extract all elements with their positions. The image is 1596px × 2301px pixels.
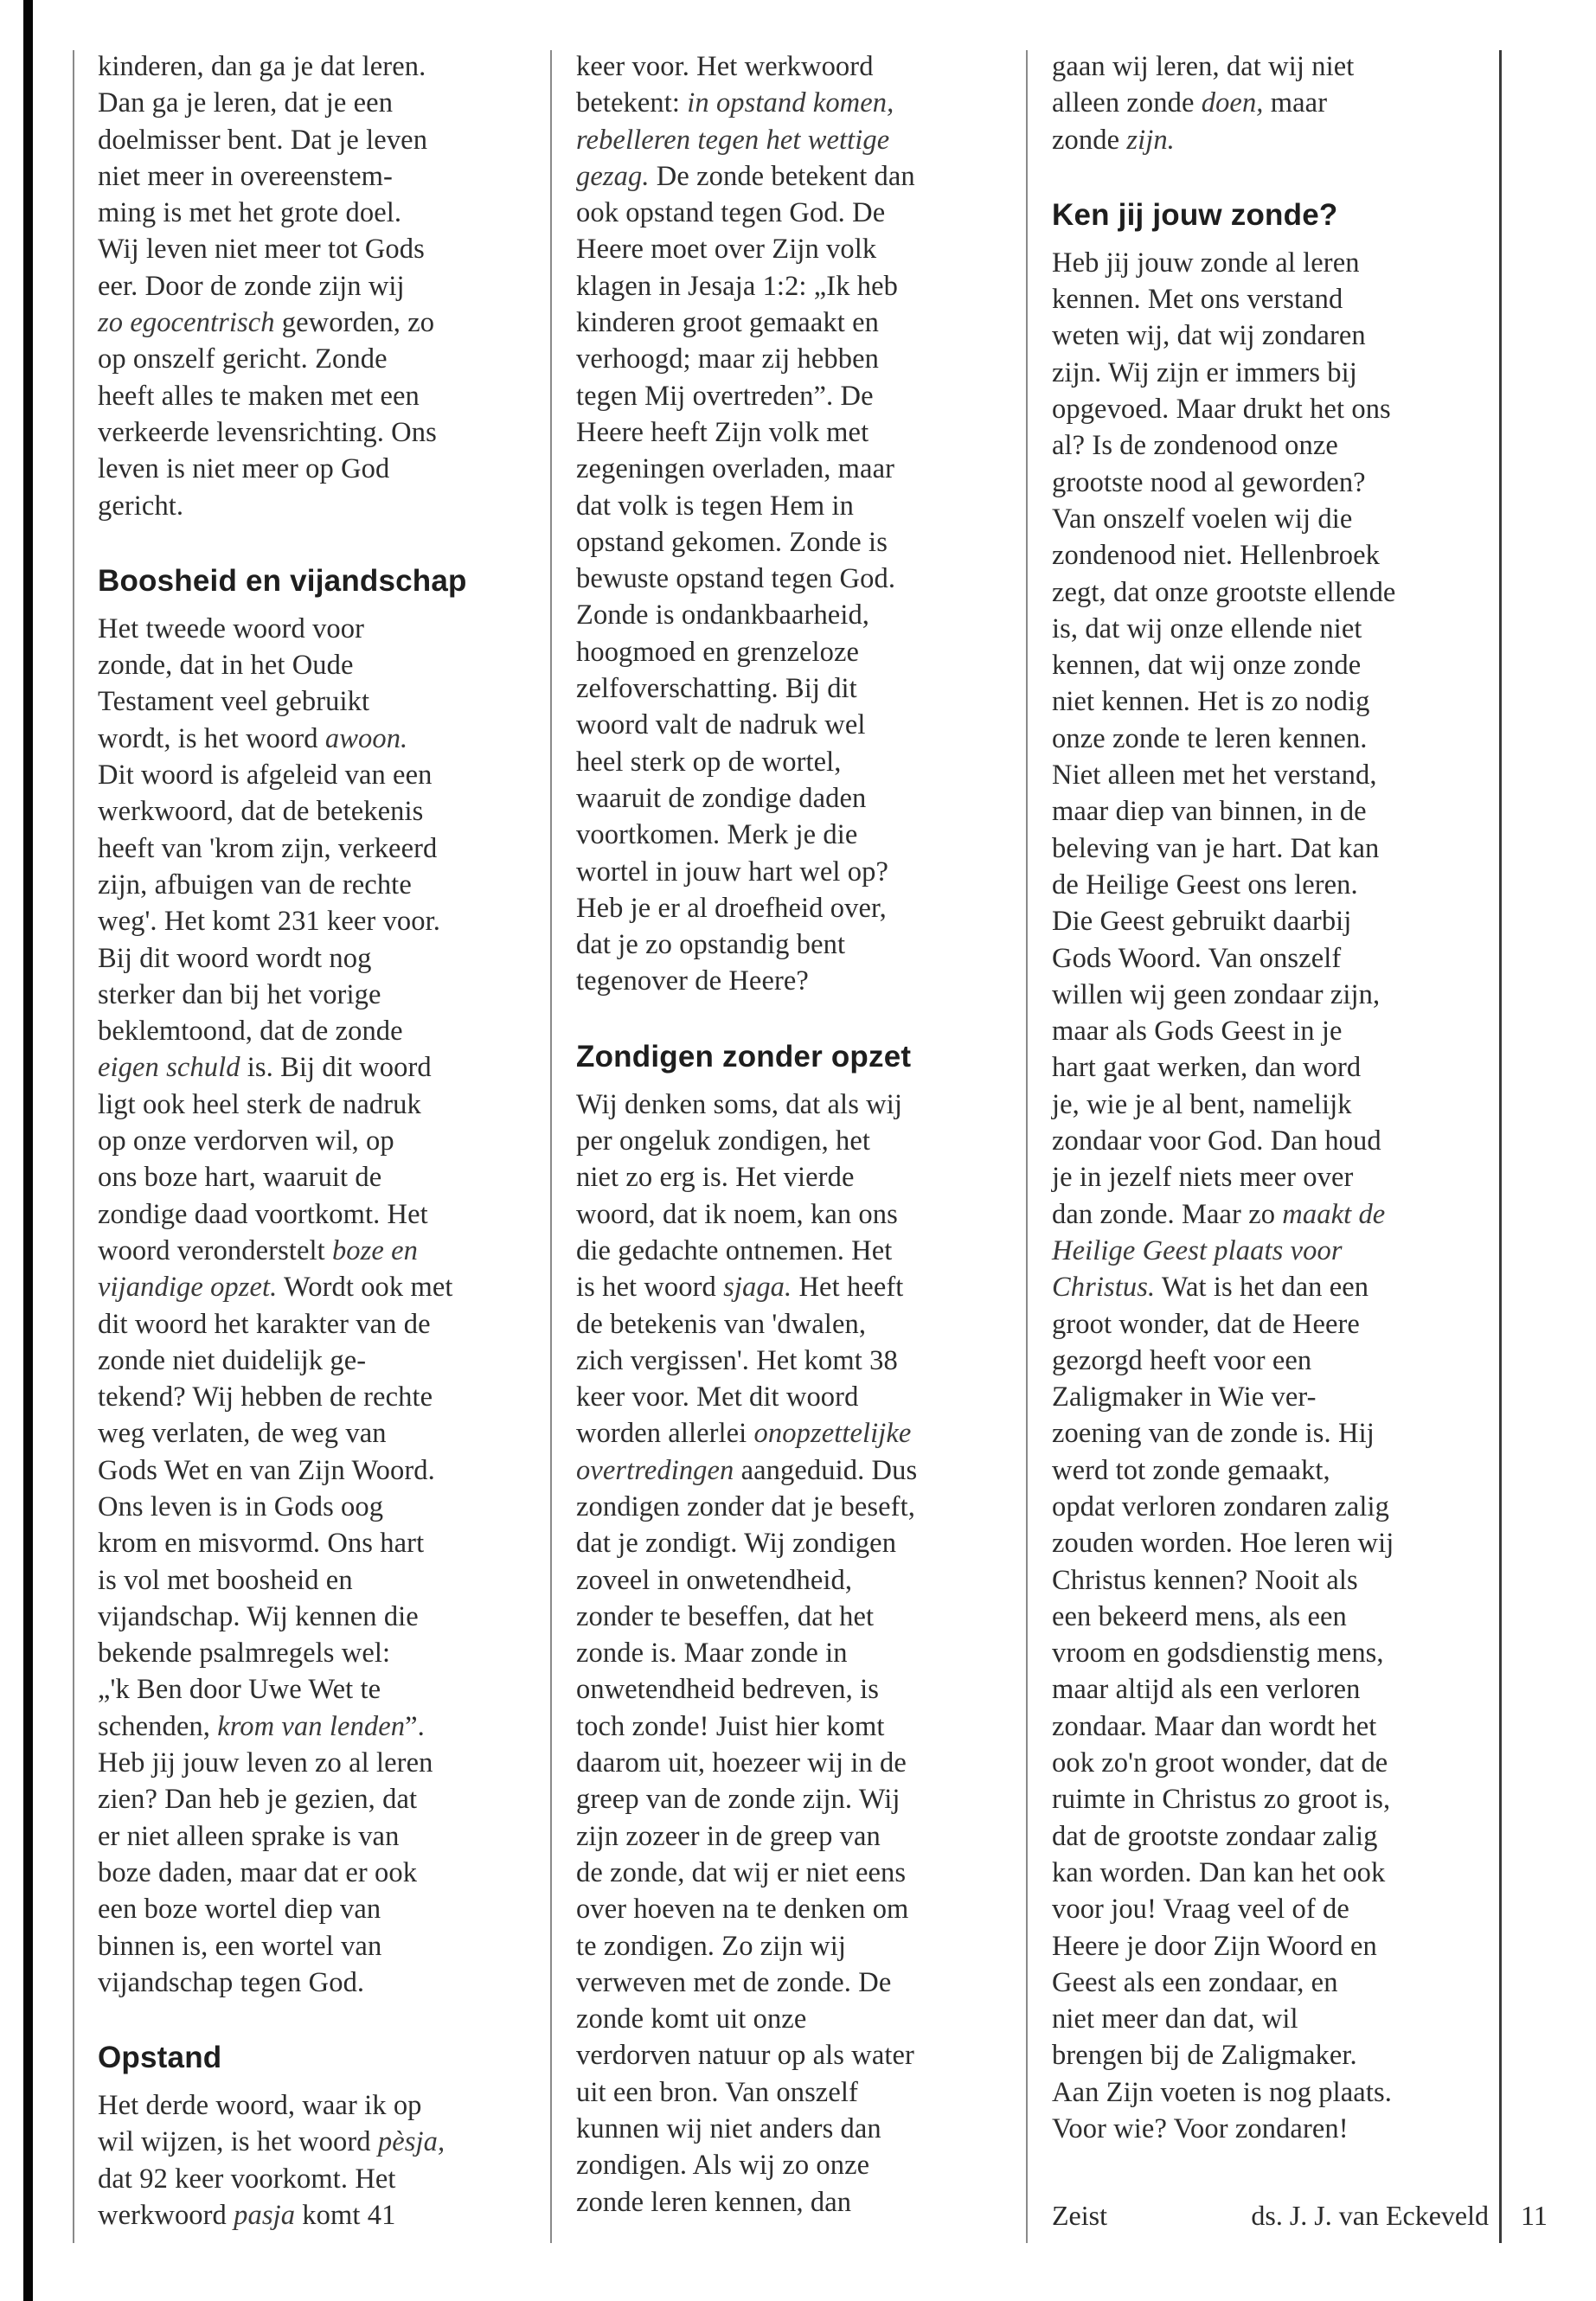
text-run: betekent: [576, 87, 688, 119]
text-line: Zaligmaker in Wie ver- [1052, 1381, 1317, 1413]
text-line: Heere moet over Zijn volk [576, 234, 877, 266]
text-line: al? Is de zondenood onze [1052, 430, 1338, 462]
text-line: keer voor. Met dit woord [576, 1381, 859, 1413]
text-run: zonde [1052, 124, 1127, 156]
italic-term: maakt de [1282, 1198, 1386, 1230]
text-line: Van onszelf voelen wij die [1052, 503, 1353, 535]
text-line: groot wonder, dat de Heere [1052, 1308, 1360, 1340]
text-line: per ongeluk zondigen, het [576, 1125, 871, 1157]
text-line: binnen is, een wortel van [98, 1930, 382, 1962]
text-line: kennen. Met ons verstand [1052, 284, 1343, 316]
text-line: weg verlaten, de weg van [98, 1418, 387, 1450]
text-run: woord veronderstelt [98, 1234, 332, 1266]
text-run: ”. [405, 1710, 425, 1742]
italic-term: vijandige opzet. [98, 1272, 278, 1304]
article-column-2 [576, 48, 1026, 2221]
body-paragraph [1052, 245, 1502, 2147]
text-line: dat 92 keer voorkomt. Het [98, 2163, 396, 2195]
text-line [1052, 85, 1502, 121]
text-line [98, 721, 548, 757]
text-line [576, 1452, 1026, 1489]
italic-term: awoon. [324, 722, 408, 754]
text-line: zijn, afbuigen van de rechte [98, 868, 412, 901]
text-line: over hoeven na te denken om [576, 1894, 909, 1926]
body-paragraph [1052, 48, 1502, 158]
text-line: dat je zo opstandig bent [576, 929, 846, 961]
italic-term: gezag. [576, 160, 650, 192]
text-line [576, 85, 1026, 121]
text-line: maar diep van binnen, in de [1052, 796, 1367, 828]
text-line: zijn. Wij zijn er immers bij [1052, 356, 1357, 388]
text-line: Wij denken soms, dat als wij [576, 1088, 902, 1120]
text-line: Testament veel gebruikt [98, 686, 370, 718]
text-line: zonde leren kennen, dan [576, 2186, 852, 2218]
text-line: zonde komt uit onze [576, 2003, 807, 2035]
text-line: bekende psalmregels wel: [98, 1638, 391, 1670]
text-line: zondigen zonder dat je beseft, [576, 1490, 915, 1522]
text-line: zonde niet duidelijk ge- [98, 1344, 367, 1376]
text-line: zonder te beseffen, dat het [576, 1600, 875, 1632]
text-line: zoveel in onwetendheid, [576, 1564, 853, 1596]
text-line: gezorgd heeft voor een [1052, 1344, 1312, 1376]
text-line: Heere heeft Zijn volk met [576, 416, 869, 448]
body-paragraph [98, 611, 548, 2001]
text-line: wortel in jouw hart wel op? [576, 856, 889, 888]
text-line [576, 1415, 1026, 1452]
text-line: keer voor. Het werkwoord [576, 51, 874, 82]
text-line: tegenover de Heere? [576, 965, 809, 997]
text-line: woord valt de nadruk wel [576, 709, 866, 741]
text-line [98, 1708, 548, 1745]
text-line: maar altijd als een verloren [1052, 1674, 1361, 1706]
text-line: zondaar. Maar dan wordt het [1052, 1710, 1377, 1742]
text-line: greep van de zonde zijn. Wij [576, 1784, 901, 1816]
text-line: leven is niet meer op God [98, 453, 390, 485]
text-line: Niet alleen met het verstand, [1052, 760, 1377, 792]
text-line: je, wie je al bent, namelijk [1052, 1088, 1352, 1120]
text-run: Wordt ook met [277, 1272, 453, 1304]
text-line: weg'. Het komt 231 keer voor. [98, 906, 440, 938]
italic-term: pasja [234, 2200, 296, 2232]
text-line: zelfoverschatting. Bij dit [576, 673, 857, 705]
text-line [576, 158, 1026, 195]
text-line: krom en misvormd. Ons hart [98, 1528, 425, 1560]
binding-edge-bar [23, 0, 33, 2301]
section-heading: Ken jij jouw zonde? [1052, 197, 1338, 232]
text-line [1052, 122, 1502, 158]
text-line: de betekenis van 'dwalen, [576, 1308, 867, 1340]
text-line: niet zo erg is. Het vierde [576, 1162, 855, 1194]
text-line: zich vergissen'. Het komt 38 [576, 1344, 898, 1376]
text-line: Geest als een zondaar, en [1052, 1966, 1338, 1998]
italic-term: onopzettelijke [753, 1418, 912, 1450]
text-line: Die Geest gebruikt daarbij [1052, 906, 1352, 938]
text-line: op onze verdorven wil, op [98, 1125, 394, 1157]
text-line: dit woord het karakter van de [98, 1308, 431, 1340]
text-run: komt 41 [295, 2200, 396, 2232]
text-line: gericht. [98, 490, 184, 522]
body-paragraph [576, 48, 1026, 1000]
text-line: kan worden. Dan kan het ook [1052, 1856, 1386, 1888]
text-line: boze daden, maar dat er ook [98, 1856, 418, 1888]
text-line: woord, dat ik noem, kan ons [576, 1198, 898, 1230]
italic-term: krom van lenden [217, 1710, 406, 1742]
text-line: weten wij, dat wij zondaren [1052, 320, 1366, 352]
text-line: Heb jij jouw leven zo al leren [98, 1747, 433, 1779]
text-line [1052, 1196, 1502, 1233]
section-heading: Zondigen zonder opzet [576, 1039, 912, 1074]
text-line: waaruit de zondige daden [576, 782, 867, 814]
text-line: er niet alleen sprake is van [98, 1820, 400, 1852]
column-rule-right [1026, 50, 1028, 2243]
article-signature [1052, 2197, 1489, 2234]
text-line: zondaar voor God. Dan houd [1052, 1125, 1381, 1157]
text-line [576, 1269, 1026, 1305]
text-line: sterker dan bij het vorige [98, 978, 381, 1010]
text-line: uit een bron. Van onszelf [576, 2076, 858, 2108]
text-line: ook opstand tegen God. De [576, 197, 886, 229]
text-line: niet meer in overeenstem- [98, 160, 393, 192]
italic-term: in opstand komen, [687, 87, 894, 119]
text-line: verkeerde levensrichting. Ons [98, 416, 437, 448]
text-line: zondige daad voortkomt. Het [98, 1198, 428, 1230]
text-line [1052, 1269, 1502, 1305]
text-run: maar [1263, 87, 1328, 119]
text-line: doelmisser bent. Dat je leven [98, 124, 428, 156]
text-line: vroom en godsdienstig mens, [1052, 1638, 1384, 1670]
text-line [98, 1049, 548, 1086]
text-line: Aan Zijn voeten is nog plaats. [1052, 2076, 1392, 2108]
text-run: wordt, is het woord [98, 722, 325, 754]
text-line: kunnen wij niet anders dan [576, 2113, 881, 2145]
text-line [576, 122, 1026, 158]
signature-author: ds. J. J. van Eckeveld [1251, 2200, 1489, 2231]
text-line: Bij dit woord wordt nog [98, 942, 372, 974]
section-heading: Boosheid en vijandschap [98, 563, 467, 598]
text-line: Het tweede woord voor [98, 612, 365, 644]
column-rule-middle [550, 50, 552, 2243]
text-line: Gods Woord. Van onszelf [1052, 942, 1342, 974]
text-line: dat je zondigt. Wij zondigen [576, 1528, 897, 1560]
text-line: vijandschap tegen God. [98, 1966, 365, 1998]
italic-term: Christus. [1052, 1272, 1156, 1304]
text-line: opstand gekomen. Zonde is [576, 526, 888, 558]
italic-term: doen, [1201, 87, 1264, 119]
text-run: is. Bij dit woord [240, 1052, 432, 1084]
text-line: willen wij geen zondaar zijn, [1052, 978, 1381, 1010]
text-line: brengen bij de Zaligmaker. [1052, 2040, 1357, 2072]
text-line: is vol met boosheid en [98, 1564, 353, 1596]
text-line: een bekeerd mens, als een [1052, 1600, 1347, 1632]
text-run: aangeduid. Dus [734, 1454, 918, 1486]
italic-term: rebelleren tegen het wettige [576, 124, 890, 156]
text-line: Dan ga je leren, dat je een [98, 87, 394, 119]
text-line: niet meer dan dat, wil [1052, 2003, 1298, 2035]
text-line: werkwoord, dat de betekenis [98, 796, 424, 828]
text-line: Christus kennen? Nooit als [1052, 1564, 1358, 1596]
text-line: te zondigen. Zo zijn wij [576, 1930, 846, 1962]
text-line [98, 2124, 548, 2160]
italic-term: zo egocentrisch [98, 307, 275, 339]
text-line: voortkomen. Merk je die [576, 819, 858, 851]
text-run: geworden, zo [274, 307, 435, 339]
text-run: worden allerlei [576, 1418, 754, 1450]
text-line: ook zo'n groot wonder, dat de [1052, 1747, 1388, 1779]
text-line: Heb je er al droefheid over, [576, 892, 887, 924]
text-line: ligt ook heel sterk de nadruk [98, 1088, 421, 1120]
italic-term: sjaga. [723, 1272, 792, 1304]
text-line: beklemtoond, dat de zonde [98, 1016, 403, 1048]
body-paragraph [98, 2087, 548, 2234]
text-line: Het derde woord, waar ik op [98, 2090, 422, 2122]
text-line: Heere je door Zijn Woord en [1052, 1930, 1377, 1962]
text-line: tegen Mij overtreden”. De [576, 380, 874, 412]
text-line: Wij leven niet meer tot Gods [98, 234, 425, 266]
text-line: een boze wortel diep van [98, 1894, 381, 1926]
article-column-1 [98, 48, 548, 2234]
text-line: heeft alles te maken met een [98, 380, 420, 412]
text-line: onze zonde te leren kennen. [1052, 722, 1368, 754]
signature-place: Zeist [1052, 2200, 1107, 2231]
text-line: kennen, dat wij onze zonde [1052, 650, 1362, 682]
text-line [98, 2197, 548, 2234]
article-column-3 [1052, 48, 1502, 2147]
text-run: wil wijzen, is het woord [98, 2126, 378, 2158]
text-line [98, 1233, 548, 1269]
text-line [1052, 1233, 1502, 1269]
text-line: zegeningen overladen, maar [576, 453, 895, 485]
text-line: de Heilige Geest ons leren. [1052, 868, 1358, 901]
text-line: toch zonde! Juist hier komt [576, 1710, 885, 1742]
text-line: vijandschap. Wij kennen die [98, 1600, 419, 1632]
text-line: gaan wij leren, dat wij niet [1052, 51, 1355, 82]
text-line: de zonde, dat wij er niet eens [576, 1856, 907, 1888]
body-paragraph [98, 48, 548, 524]
text-line: tekend? Wij hebben de rechte [98, 1381, 433, 1413]
text-run: dan zonde. Maar zo [1052, 1198, 1283, 1230]
text-line: heeft van 'krom zijn, verkeerd [98, 832, 438, 864]
text-line: zijn zozeer in de greep van [576, 1820, 881, 1852]
text-line: bewuste opstand tegen God. [576, 563, 896, 595]
column-rule-left [73, 50, 74, 2243]
text-run: schenden, [98, 1710, 218, 1742]
text-line: op onszelf gericht. Zonde [98, 343, 388, 375]
text-line: daarom uit, hoezeer wij in de [576, 1747, 907, 1779]
text-line: zouden worden. Hoe leren wij [1052, 1528, 1394, 1560]
text-line: Gods Wet en van Zijn Woord. [98, 1454, 435, 1486]
text-line: kinderen groot gemaakt en [576, 307, 879, 339]
text-line: kinderen, dan ga je dat leren. [98, 51, 426, 82]
text-line: zegt, dat onze grootste ellende [1052, 576, 1396, 608]
text-line: je in jezelf niets meer over [1052, 1162, 1354, 1194]
text-line: Zonde is ondankbaarheid, [576, 599, 870, 631]
text-line: opgevoed. Maar drukt het ons [1052, 394, 1391, 426]
text-line: dat volk is tegen Hem in [576, 490, 855, 522]
text-run: werkwoord [98, 2200, 234, 2232]
text-run: is het woord [576, 1272, 724, 1304]
text-line: verdorven natuur op als water [576, 2040, 914, 2072]
text-line: „'k Ben door Uwe Wet te [98, 1674, 381, 1706]
text-line: Heb jij jouw zonde al leren [1052, 247, 1360, 279]
italic-term: zijn. [1126, 124, 1175, 156]
italic-term: overtredingen [576, 1454, 734, 1486]
text-line [98, 1269, 548, 1305]
text-run: alleen zonde [1052, 87, 1202, 119]
text-run: Het heeft [792, 1272, 904, 1304]
text-line: zoening van de zonde is. Hij [1052, 1418, 1375, 1450]
text-line: hart gaat werken, dan word [1052, 1052, 1362, 1084]
text-line: heel sterk op de wortel, [576, 746, 842, 778]
text-line: niet kennen. Het is zo nodig [1052, 686, 1370, 718]
text-line: zonde, dat in het Oude [98, 650, 354, 682]
text-run: De zonde betekent dan [649, 160, 915, 192]
text-line: beleving van je hart. Dat kan [1052, 832, 1380, 864]
text-line: eer. Door de zonde zijn wij [98, 270, 405, 302]
text-line: opdat verloren zondaren zalig [1052, 1490, 1390, 1522]
text-line: klagen in Jesaja 1:2: „Ik heb [576, 270, 899, 302]
text-line: ons boze hart, waaruit de [98, 1162, 382, 1194]
text-line: Dit woord is afgeleid van een [98, 760, 433, 792]
text-line: zondigen. Als wij zo onze [576, 2150, 870, 2182]
italic-term: pèsja, [377, 2126, 445, 2158]
italic-term: boze en [331, 1234, 419, 1266]
text-line: verweven met de zonde. De [576, 1966, 892, 1998]
text-line: zondenood niet. Hellenbroek [1052, 540, 1381, 572]
text-line: zonde is. Maar zonde in [576, 1638, 848, 1670]
text-line [98, 304, 548, 341]
text-line: onwetendheid bedreven, is [576, 1674, 879, 1706]
text-line: hoogmoed en grenzeloze [576, 636, 860, 668]
text-line: maar als Gods Geest in je [1052, 1016, 1343, 1048]
text-line: verhoogd; maar zij hebben [576, 343, 879, 375]
text-line: Voor wie? Voor zondaren! [1052, 2113, 1349, 2145]
italic-term: eigen schuld [98, 1052, 240, 1084]
text-line: grootste nood al geworden? [1052, 466, 1366, 498]
page-number: 11 [1521, 2200, 1548, 2231]
text-line: voor jou! Vraag veel of de [1052, 1894, 1349, 1926]
italic-term: Heilige Geest plaats voor [1052, 1234, 1343, 1266]
text-line: die gedachte ontnemen. Het [576, 1234, 893, 1266]
text-line: werd tot zonde gemaakt, [1052, 1454, 1330, 1486]
text-run: Wat is het dan een [1155, 1272, 1369, 1304]
text-line: is, dat wij onze ellende niet [1052, 612, 1362, 644]
text-line: Ons leven is in Gods oog [98, 1490, 384, 1522]
text-line: ming is met het grote doel. [98, 197, 402, 229]
text-line: dat de grootste zondaar zalig [1052, 1820, 1378, 1852]
body-paragraph [576, 1086, 1026, 2221]
section-heading: Opstand [98, 2041, 222, 2075]
text-line: ruimte in Christus zo groot is, [1052, 1784, 1391, 1816]
text-line: zien? Dan heb je gezien, dat [98, 1784, 418, 1816]
